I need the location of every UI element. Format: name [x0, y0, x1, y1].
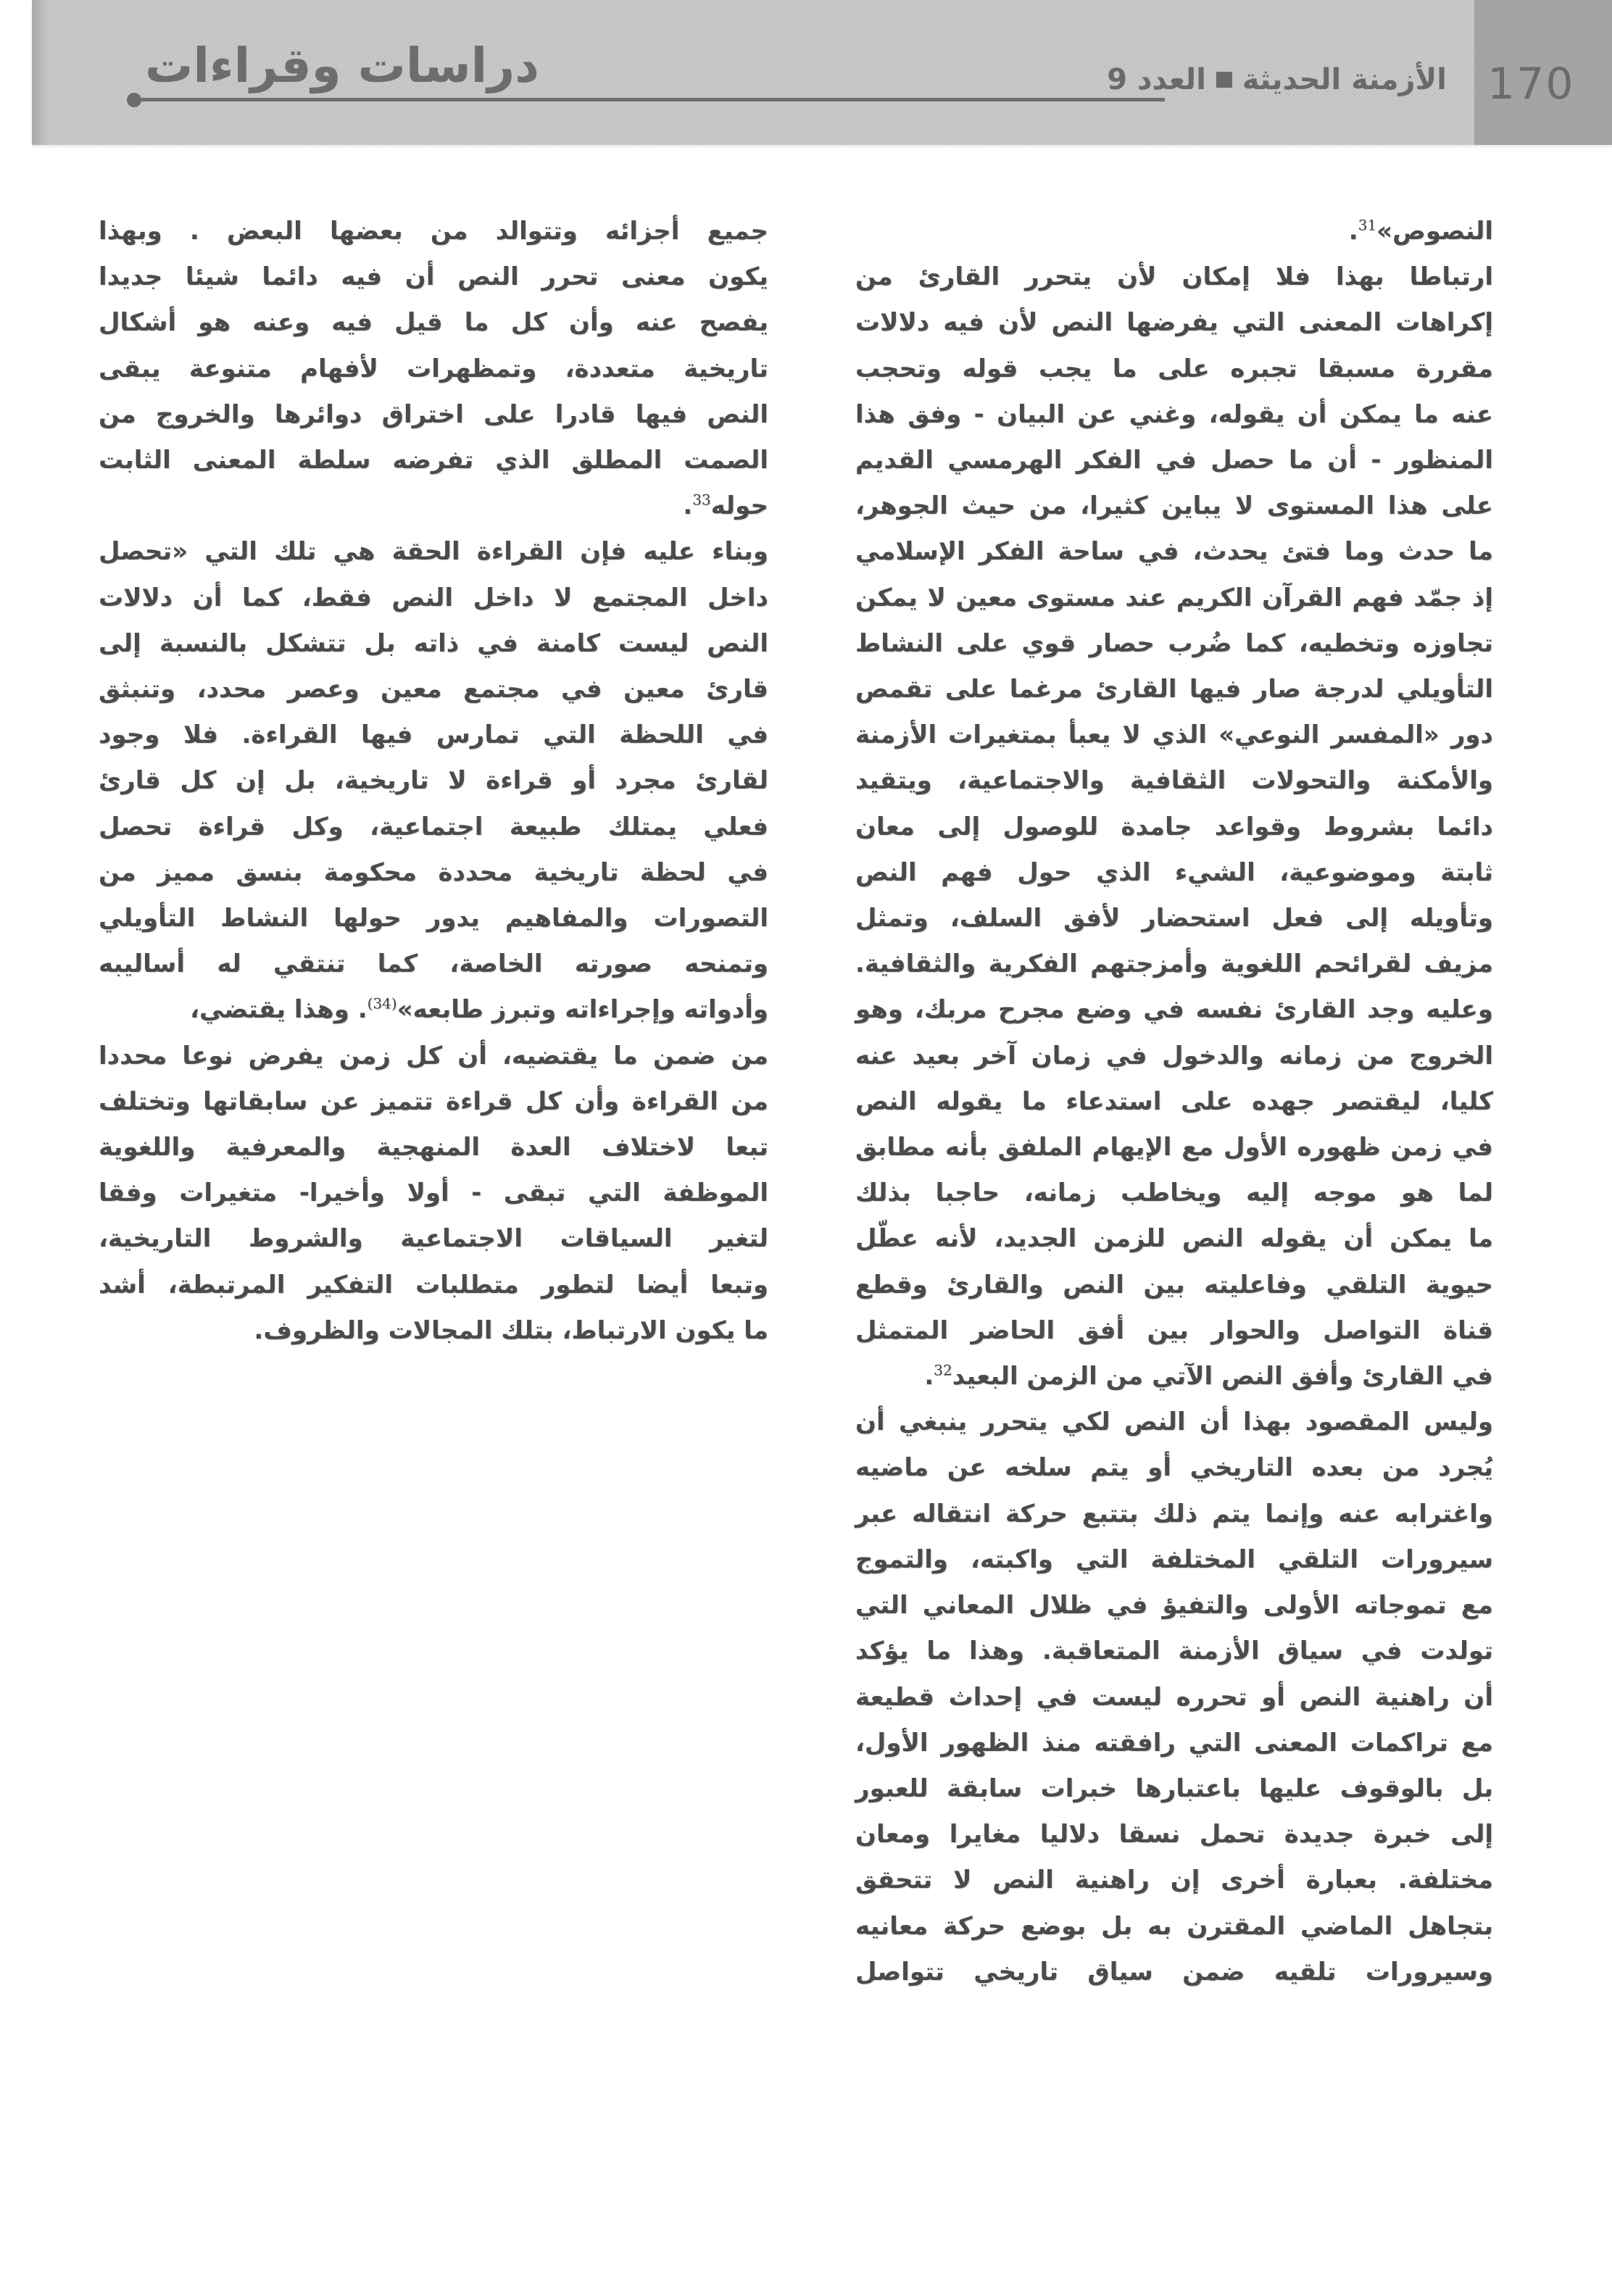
- text-line: لقارئ مجرد أو قراءة لا تاريخية، بل إن كل قارئ: [99, 766, 768, 796]
- text-line: وتأويله إلى فعل استحضار لأفق السلف، وتمثل: [855, 904, 1493, 933]
- text-line: ما يمكن أن يقوله النص للزمن الجديد، لأنه عطّل: [855, 1224, 1493, 1254]
- text-line: وتمنحه صورته الخاصة، كما تنتقي له أساليبه: [99, 949, 768, 979]
- text-line: وتبعا أيضا لتطور متطلبات التفكير المرتبطة، أشد: [99, 1270, 768, 1299]
- text-line: تاريخية متعددة، وتمظهرات لأفهام متنوعة يبقى: [99, 354, 768, 383]
- text-line: داخل المجتمع لا داخل النص فقط، كما أن دلالات: [99, 583, 768, 612]
- text-line: دور «المفسر النوعي» الذي لا يعبأ بمتغيرات الأزمنة: [855, 720, 1493, 750]
- text-line: والأمكنة والتحولات الثقافية والاجتماعية، ويتقيد: [855, 766, 1493, 796]
- text-line: في القارئ وأفق النص الآتي من الزمن البعيد$^{32}$.: [924, 1361, 1493, 1392]
- text-line: ما حدث وما فتئ يحدث، في ساحة الفكر الإسلامي: [855, 537, 1493, 567]
- paragraph: [99, 209, 768, 529]
- journal-issue-label: [1107, 65, 1447, 94]
- text-line: الخروج من زمانه والدخول في زمان آخر بعيد عنه: [855, 1041, 1493, 1070]
- square-bullet-icon: [1216, 72, 1232, 88]
- text-line: المنظور - أن ما حصل في الفكر الهرمسي القديم: [855, 446, 1493, 475]
- header-rule: [136, 98, 1165, 101]
- text-line: ما يكون الارتباط، بتلك المجالات والظروف.: [254, 1315, 768, 1345]
- text-line: يكون معنى تحرر النص أن فيه دائما شيئا جديدا: [99, 262, 768, 292]
- text-line: تبعا لاختلاف العدة المنهجية والمعرفية واللغوية: [99, 1133, 768, 1162]
- text-line: مختلفة. بعبارة أخرى إن راهنية النص لا تتحقق: [855, 1865, 1493, 1895]
- text-line: من القراءة وأن كل قراءة تتميز عن سابقاتها وتختلف: [99, 1086, 768, 1116]
- text-line: مزيف لقرائحم اللغوية وأمزجتهم الفكرية والثقافية.: [855, 949, 1493, 979]
- text-line: وعليه وجد القارئ نفسه في وضع مجرح مربك، وهو: [855, 995, 1493, 1025]
- text-line: حوله$^{33}$.: [683, 491, 768, 521]
- text-line: الموظفة التي تبقى - أولا وأخيرا- متغيرات وفقا: [99, 1178, 768, 1208]
- paragraph: [855, 1399, 1493, 1995]
- text-line: يُجرد من بعده التاريخي أو يتم سلخه عن ماضيه: [855, 1453, 1493, 1483]
- text-line: ارتباطا بهذا فلا إمكان لأن يتحرر القارئ من: [855, 262, 1493, 292]
- text-line: لما هو موجه إليه ويخاطب زمانه، حاجبا بذلك: [855, 1178, 1493, 1208]
- paragraph: [99, 529, 768, 1354]
- page-number: 170: [1487, 59, 1575, 109]
- running-header: [32, 0, 1612, 145]
- text-line: ثابتة وموضوعية، الشيء الذي حول فهم النص: [855, 857, 1493, 887]
- text-line: النصوص»$^{31}$.: [1348, 216, 1493, 246]
- text-line: وأدواته وإجراءاته وتبرز طابعه»$^{(34)}$. وهذا يقتضي،: [190, 995, 768, 1025]
- text-line: وسيرورات تلقيه ضمن سياق تاريخي تتواصل: [855, 1957, 1493, 1987]
- footnote-marker: 31: [1358, 216, 1377, 234]
- paragraph: [855, 254, 1493, 1399]
- journal-name: الأزمنة الحديثة: [1242, 63, 1447, 96]
- text-line: في لحظة تاريخية محددة محكومة بنسق مميز من: [99, 857, 768, 887]
- text-line: الصمت المطلق الذي تفرضه سلطة المعنى الثابت: [99, 446, 768, 475]
- footnote-marker: 33: [692, 491, 711, 509]
- text-line: سيرورات التلقي المختلفة التي واكبته، والتموج: [855, 1544, 1493, 1574]
- text-line: النص فيها قادرا على اختراق دوائرها والخروج من: [99, 399, 768, 429]
- text-line: وليس المقصود بهذا أن النص لكي يتحرر ينبغي أن: [855, 1407, 1493, 1437]
- text-line: بتجاهل الماضي المقترن به بل بوضع حركة معانيه: [855, 1911, 1493, 1941]
- rule-end-dot-icon: [127, 93, 141, 107]
- text-line: عنه ما يمكن أن يقوله، وغني عن البيان - وفق هذا: [855, 399, 1493, 429]
- text-line: مع تموجاته الأولى والتفيؤ في ظلال المعاني التي: [855, 1591, 1493, 1621]
- text-line: مقررة مسبقا تجبره على ما يجب قوله وتحجب: [855, 354, 1493, 383]
- text-line: النص ليست كامنة في ذاته بل تتشكل بالنسبة إلى: [99, 628, 768, 658]
- text-line: بل بالوقوف عليها باعتبارها خبرات سابقة للعبور: [855, 1773, 1493, 1803]
- text-line: وبناء عليه فإن القراءة الحقة هي تلك التي «تحصل: [99, 537, 768, 567]
- text-line: من ضمن ما يقتضيه، أن كل زمن يفرض نوعا محددا: [99, 1041, 768, 1070]
- text-line: جميع أجزائه وتتوالد من بعضها البعض . وبهذا: [99, 217, 768, 246]
- text-column-left: [99, 209, 768, 1354]
- text-line: إلى خبرة جديدة تحمل نسقا دلاليا مغايرا ومعان: [855, 1820, 1493, 1850]
- text-line: في اللحظة التي تمارس فيها القراءة. فلا وجود: [99, 720, 768, 750]
- text-line: كليا، ليقتصر جهده على استدعاء ما يقوله النص: [855, 1086, 1493, 1116]
- text-line: إذ جمّد فهم القرآن الكريم عند مستوى معين لا يمكن: [855, 583, 1493, 612]
- issue-number: العدد 9: [1107, 63, 1206, 96]
- text-line: قناة التواصل والحوار بين أفق الحاضر المتمثل: [855, 1315, 1493, 1345]
- text-column-right: [855, 209, 1493, 1995]
- text-line: لتغير السياقات الاجتماعية والشروط التاريخية،: [99, 1224, 768, 1254]
- text-line: أن راهنية النص أو تحرره ليست في إحداث قطيعة: [855, 1682, 1493, 1712]
- text-line: إكراهات المعنى التي يفرضها النص لأن فيه دلالات: [855, 308, 1493, 338]
- footnote-marker: (34): [367, 995, 397, 1013]
- footnote-marker: 32: [934, 1361, 952, 1379]
- paragraph: [855, 209, 1493, 254]
- text-line: على هذا المستوى لا يباين كثيرا، من حيث الجوهر،: [855, 491, 1493, 521]
- text-line: فعلي يمتلك طبيعة اجتماعية، وكل قراءة تحصل: [99, 812, 768, 841]
- text-line: التصورات والمفاهيم يدور حولها النشاط التأويلي: [99, 904, 768, 933]
- text-line: تجاوزه وتخطيه، كما ضُرب حصار قوي على النشاط: [855, 628, 1493, 658]
- page-number-box: [1474, 0, 1612, 145]
- text-line: تولدت في سياق الأزمنة المتعاقبة. وهذا ما يؤكد: [855, 1636, 1493, 1666]
- section-title: دراسات وقراءات: [145, 38, 540, 93]
- text-line: يفصح عنه وأن كل ما قيل فيه وعنه هو أشكال: [99, 308, 768, 338]
- text-line: حيوية التلقي وفاعليته بين النص والقارئ وقطع: [855, 1270, 1493, 1299]
- text-line: دائما بشروط وقواعد جامدة للوصول إلى معان: [855, 812, 1493, 841]
- text-line: التأويلي لدرجة صار فيها القارئ مرغما على تقمص: [855, 675, 1493, 704]
- text-line: واغترابه عنه وإنما يتم ذلك بتتبع حركة انتقاله عبر: [855, 1499, 1493, 1528]
- text-line: قارئ معين في مجتمع معين وعصر محدد، وتنبثق: [99, 675, 768, 704]
- text-line: مع تراكمات المعنى التي رافقته منذ الظهور الأول،: [855, 1728, 1493, 1758]
- text-line: في زمن ظهوره الأول مع الإيهام الملفق بأنه مطابق: [855, 1133, 1493, 1162]
